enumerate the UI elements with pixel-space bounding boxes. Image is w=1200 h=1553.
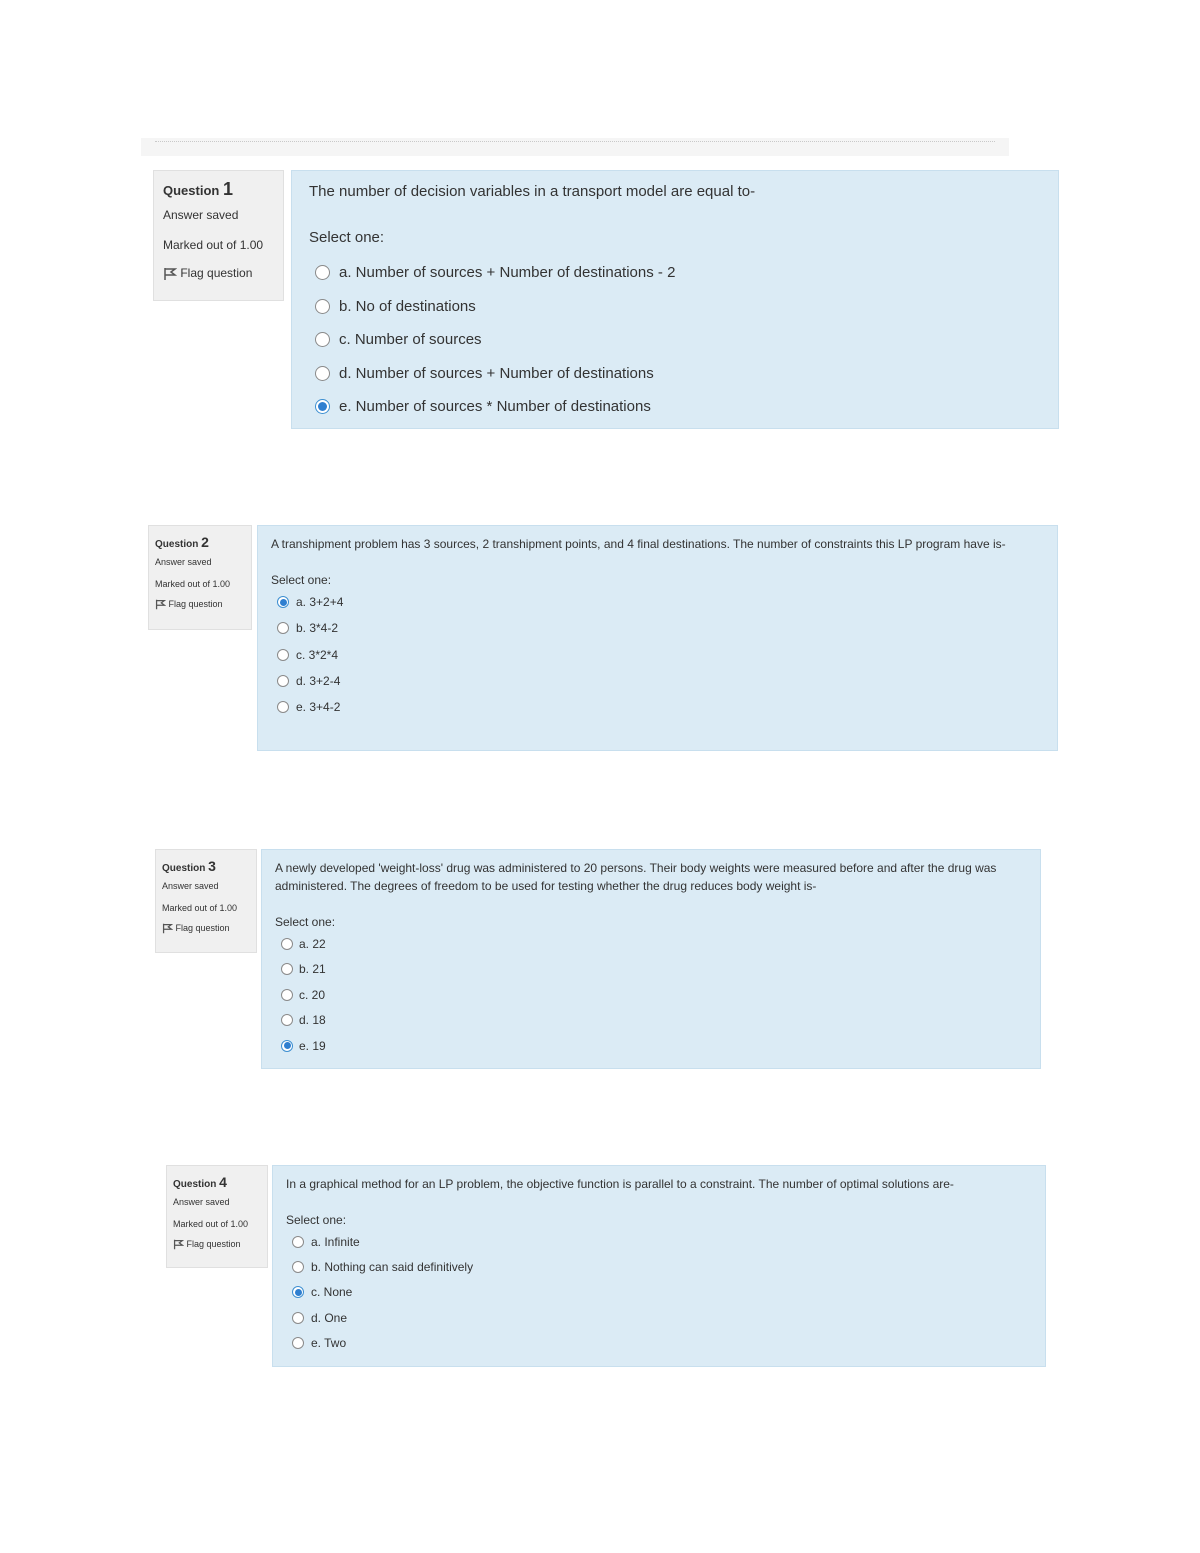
- answer-option-label: b. 3*4-2: [296, 621, 339, 636]
- flag-question-label: Flag question: [180, 266, 253, 280]
- radio-button-selected[interactable]: [315, 399, 330, 414]
- radio-button[interactable]: [292, 1312, 304, 1324]
- answer-option-label: c. 3*2*4: [296, 647, 339, 662]
- answer-option[interactable]: [292, 1229, 1032, 1254]
- answer-option[interactable]: [292, 1330, 1032, 1355]
- question-number: Question 3: [162, 858, 216, 874]
- radio-button[interactable]: [277, 675, 289, 687]
- question-number: Question 2: [155, 534, 209, 550]
- question-grade: Marked out of 1.00: [162, 903, 238, 913]
- answer-option-label: e. Two: [311, 1335, 347, 1350]
- select-one-prompt: Select one:: [271, 573, 332, 587]
- radio-button[interactable]: [292, 1261, 304, 1273]
- answer-option-label: e. 3+4-2: [296, 700, 341, 715]
- select-one-prompt: Select one:: [286, 1213, 347, 1227]
- radio-button[interactable]: [292, 1236, 304, 1248]
- flag-question-label: Flag question: [168, 599, 223, 609]
- flag-question-label: Flag question: [175, 923, 230, 933]
- question-state: Answer saved: [173, 1197, 230, 1207]
- answer-option-label: e. Number of sources * Number of destinations: [339, 398, 651, 416]
- radio-button[interactable]: [277, 701, 289, 713]
- answer-option-label: b. No of destinations: [339, 297, 476, 315]
- radio-button[interactable]: [281, 938, 293, 950]
- question-state: Answer saved: [155, 557, 212, 567]
- answer-option[interactable]: [277, 694, 1044, 720]
- answer-option[interactable]: [281, 1008, 1027, 1034]
- flag-question-link[interactable]: [163, 266, 274, 281]
- answer-option[interactable]: [292, 1254, 1032, 1279]
- answer-options: [315, 256, 1041, 424]
- question-info-panel: [155, 849, 257, 953]
- question-grade: Marked out of 1.00: [163, 238, 264, 252]
- answer-option[interactable]: [315, 290, 1041, 324]
- answer-option[interactable]: [281, 957, 1027, 983]
- question-text: The number of decision variables in a transport model are equal to-: [309, 183, 756, 200]
- answer-option-label: b. Nothing can said definitively: [311, 1259, 474, 1274]
- answer-option[interactable]: [315, 256, 1041, 290]
- question-number: Question 4: [173, 1174, 227, 1190]
- radio-selected-dot: [284, 1042, 291, 1049]
- question-text: A transhipment problem has 3 sources, 2 transhipment points, and 4 final destinations. The number of constraints this LP program have is-: [271, 537, 1006, 551]
- question-info-panel: [166, 1165, 268, 1268]
- question-content: [257, 525, 1058, 751]
- question-state: Answer saved: [163, 208, 239, 222]
- answer-option[interactable]: [292, 1280, 1032, 1305]
- answer-options: [281, 931, 1027, 1059]
- radio-button[interactable]: [277, 622, 289, 634]
- answer-option-label: a. Infinite: [311, 1234, 360, 1249]
- question-number: Question 1: [163, 179, 233, 199]
- radio-selected-dot: [280, 599, 287, 606]
- answer-option[interactable]: [315, 390, 1041, 424]
- radio-button[interactable]: [292, 1337, 304, 1349]
- radio-button[interactable]: [281, 989, 293, 1001]
- answer-option[interactable]: [281, 982, 1027, 1008]
- flag-question-link[interactable]: [155, 599, 245, 610]
- radio-button-selected[interactable]: [277, 596, 289, 608]
- answer-option[interactable]: [292, 1305, 1032, 1330]
- select-one-prompt: Select one:: [275, 915, 336, 929]
- answer-option-label: d. One: [311, 1310, 348, 1325]
- radio-button-selected[interactable]: [281, 1040, 293, 1052]
- select-one-prompt: Select one:: [309, 229, 385, 246]
- answer-options: [292, 1229, 1032, 1355]
- question-state: Answer saved: [162, 881, 219, 891]
- radio-selected-dot: [295, 1289, 302, 1296]
- answer-option-label: d. 18: [299, 1013, 326, 1028]
- flag-icon: [155, 599, 166, 610]
- flag-icon: [173, 1239, 184, 1250]
- question-text: In a graphical method for an LP problem, the objective function is parallel to a constraint. The number of optimal solutions are-: [286, 1177, 954, 1191]
- flag-question-link[interactable]: [173, 1239, 261, 1250]
- radio-button-selected[interactable]: [292, 1286, 304, 1298]
- radio-button[interactable]: [315, 366, 330, 381]
- radio-selected-dot: [318, 402, 327, 411]
- question-info-panel: [153, 170, 284, 301]
- flag-question-label: Flag question: [186, 1239, 241, 1249]
- flag-icon: [163, 267, 177, 281]
- question-info-panel: [148, 525, 252, 630]
- answer-option-label: a. 3+2+4: [296, 595, 344, 610]
- question-grade: Marked out of 1.00: [173, 1219, 249, 1229]
- answer-option-label: c. None: [311, 1285, 353, 1300]
- radio-button[interactable]: [315, 332, 330, 347]
- flag-icon: [162, 923, 173, 934]
- answer-option-label: d. Number of sources + Number of destinations: [339, 364, 654, 382]
- answer-option[interactable]: [281, 931, 1027, 957]
- question-content: [272, 1165, 1046, 1367]
- answer-option[interactable]: [315, 357, 1041, 391]
- question-grade: Marked out of 1.00: [155, 579, 231, 589]
- radio-button[interactable]: [281, 1014, 293, 1026]
- header-divider: [155, 141, 995, 142]
- radio-button[interactable]: [315, 299, 330, 314]
- answer-option-label: d. 3+2-4: [296, 674, 341, 689]
- answer-option-label: a. 22: [299, 936, 326, 951]
- answer-option-label: a. Number of sources + Number of destinations - 2: [339, 264, 676, 282]
- radio-button[interactable]: [277, 649, 289, 661]
- question-text: A newly developed 'weight-loss' drug was administered to 20 persons. Their body weights were measured before and after the drug was administered. The degrees of freedom to be used for testing whether the drug reduces body weight is-: [275, 861, 997, 893]
- answer-option[interactable]: [315, 323, 1041, 357]
- answer-option[interactable]: [277, 615, 1044, 641]
- answer-option[interactable]: [277, 589, 1044, 615]
- answer-options: [277, 589, 1044, 720]
- radio-button[interactable]: [281, 963, 293, 975]
- answer-option[interactable]: [277, 668, 1044, 694]
- flag-question-link[interactable]: [162, 923, 250, 934]
- answer-option-label: e. 19: [299, 1038, 326, 1053]
- radio-button[interactable]: [315, 265, 330, 280]
- answer-option[interactable]: [277, 642, 1044, 668]
- answer-option-label: c. 20: [299, 987, 326, 1002]
- answer-option-label: c. Number of sources: [339, 331, 482, 349]
- answer-option[interactable]: [281, 1033, 1027, 1059]
- answer-option-label: b. 21: [299, 962, 326, 977]
- page-header-strip: [141, 138, 1009, 156]
- question-content: [261, 849, 1041, 1069]
- question-content: [291, 170, 1059, 429]
